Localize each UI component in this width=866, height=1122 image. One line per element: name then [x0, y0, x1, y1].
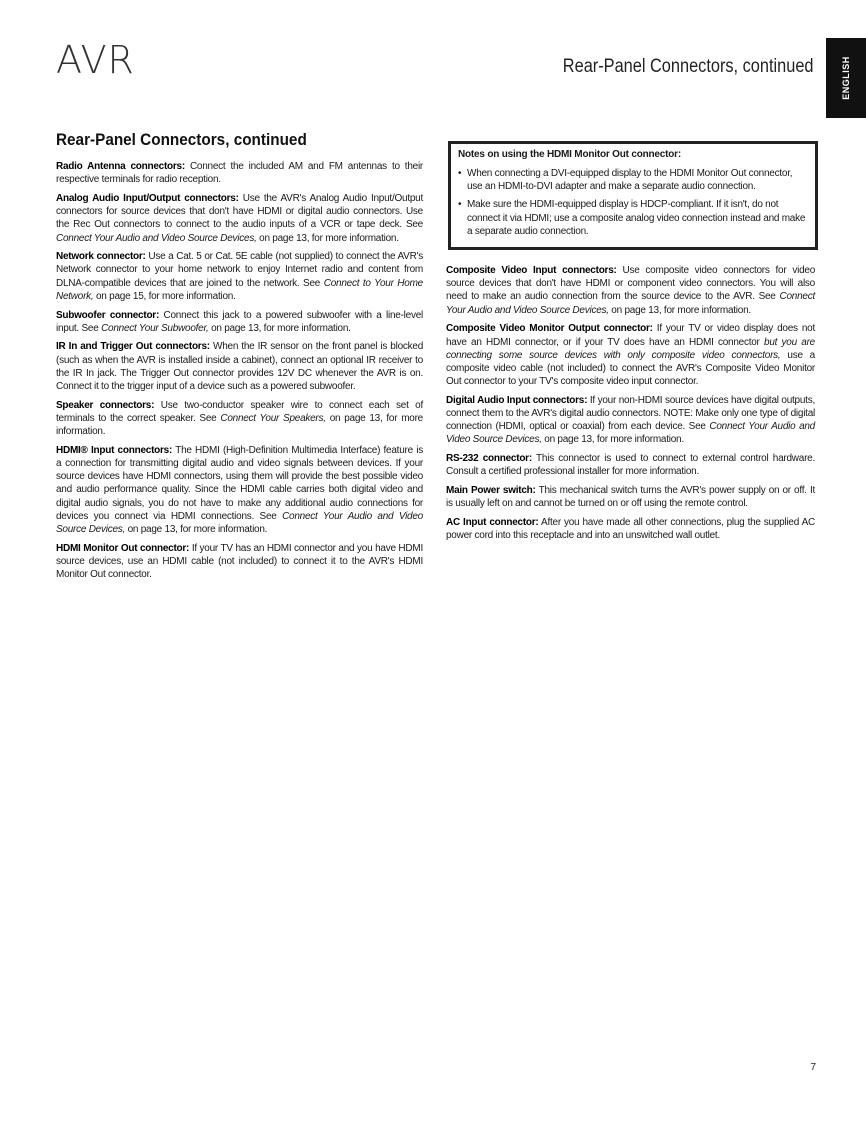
paragraph-composite-video-input: Composite Video Input connectors: Use composite video connectors for video source devices that don't have HDMI or component video connectors. You will also need to make an audio connection from the source device to the AVR. See Connect Your Audio and Video Source Devices, on page 13, for more information. — [446, 265, 816, 316]
hdmi-notes-box — [448, 141, 818, 250]
paragraph-analog-audio: Analog Audio Input/Output connectors: Use the AVR's Analog Audio Input/Output connectors for source devices that don't have HDMI or digital audio connectors. Use the Rec Out connectors to connect to the audio inputs of a VCR or tape deck. See Connect Your Audio and Video Source Devices, on page 13, for more information. — [56, 192, 423, 244]
paragraph-subwoofer: Subwoofer connector: Connect this jack to a powered subwoofer with a line-level input. See Connect Your Subwoofer, on page 13, for more information. — [56, 309, 423, 334]
language-tab — [826, 38, 866, 118]
note-item: • When connecting a DVI-equipped display to the HDMI Monitor Out connector, use an HDMI-to-DVI adapter and make a separate audio connection. — [458, 168, 793, 193]
left-column — [56, 160, 423, 587]
bullet-icon: • — [458, 199, 462, 211]
paragraph-composite-video-monitor: Composite Video Monitor Output connector: If your TV or video display does not have an HDMI connector, or if your TV does have an HDMI connector but you are connecting some source devices with only composite video connectors, use a composite video cable (not included) to connect the AVR's Composite Video Monitor Out connector to your TV's composite video input connector. — [446, 323, 815, 388]
note-title: Notes on using the HDMI Monitor Out connector: — [458, 149, 682, 160]
paragraph-radio-antenna: Radio Antenna connectors: Connect the included AM and FM antennas to their respective terminals for radio reception. — [56, 161, 424, 186]
paragraph-ir-trigger: IR In and Trigger Out connectors: When the IR sensor on the front panel is blocked (such as when the AVR is installed inside a cabinet), connect an optional IR receiver to the IR In jack. The Trigger Out connector provides 12V DC whenever the AVR is on. Connect it to the trigger input of a device such as a powered subwoofer. — [56, 341, 424, 393]
paragraph-digital-audio-input: Digital Audio Input connectors: If your non-HDMI source devices have digital outputs, connect them to the AVR's digital audio connectors. NOTE: Make only one type of digital connection (HDMI, optical or coaxial) from each device. See Connect Your Audio and Video Source Devices, on page 13, for more information. — [446, 394, 815, 446]
paragraph-ac-input: AC Input connector: After you have made all other connections, plug the supplied AC power cord into this receptacle and into an unswitched wall outlet. — [446, 516, 815, 542]
right-column — [446, 264, 815, 548]
paragraph-hdmi-monitor-out: HDMI Monitor Out connector: If your TV has an HDMI connector and you have HDMI source devices, use an HDMI cable (not included) to connect it to the AVR's HDMI Monitor Out connector. — [56, 542, 423, 581]
paragraph-rs232: RS-232 connector: This connector is used to connect to external control hardware. Consult a certified professional installer for more information. — [446, 453, 815, 478]
paragraph-speaker: Speaker connectors: Use two-conductor speaker wire to connect each set of terminals to the correct speaker. See Connect Your Speakers, on page 13, for more information. — [56, 399, 423, 438]
header-title: Rear-Panel Connectors, continued — [563, 56, 814, 77]
paragraph-hdmi-input: HDMI® Input connectors: The HDMI (High-Definition Multimedia Interface) feature is a connection for transmitting digital audio and video signals between devices. If your source devices have HDMI connectors, using them will provide the best possible video and audio performance quality. Since the HDMI cable carries both digital video and digital audio signals, you do not have to make any additional audio connections for devices you connect via HDMI connections. See Connect Your Audio and Video Source Devices, on page 13, for more information. — [56, 444, 423, 536]
avr-logo: AVR — [56, 38, 135, 82]
note-list — [458, 167, 808, 238]
paragraph-main-power: Main Power switch: This mechanical switch turns the AVR's power supply on or off. It is usually left on and cannot be turned on or off using the remote control. — [446, 485, 816, 510]
paragraph-network: Network connector: Use a Cat. 5 or Cat. 5E cable (not supplied) to connect the AVR's Network connector to your home network to enjoy Internet radio and content from DLNA-compatible devices that are joined to the network. See Connect to Your Home Network, on page 15, for more information. — [56, 251, 423, 302]
page-number: 7 — [810, 1062, 816, 1073]
note-item: • Make sure the HDMI-equipped display is HDCP-compliant. If it isn't, do not connect it via HDMI; use a composite analog video connection instead and make a separate audio connection. — [458, 199, 806, 237]
bullet-icon: • — [458, 168, 462, 179]
language-tab-label: ENGLISH — [841, 56, 852, 100]
section-title: Rear-Panel Connectors, continued — [56, 130, 307, 149]
